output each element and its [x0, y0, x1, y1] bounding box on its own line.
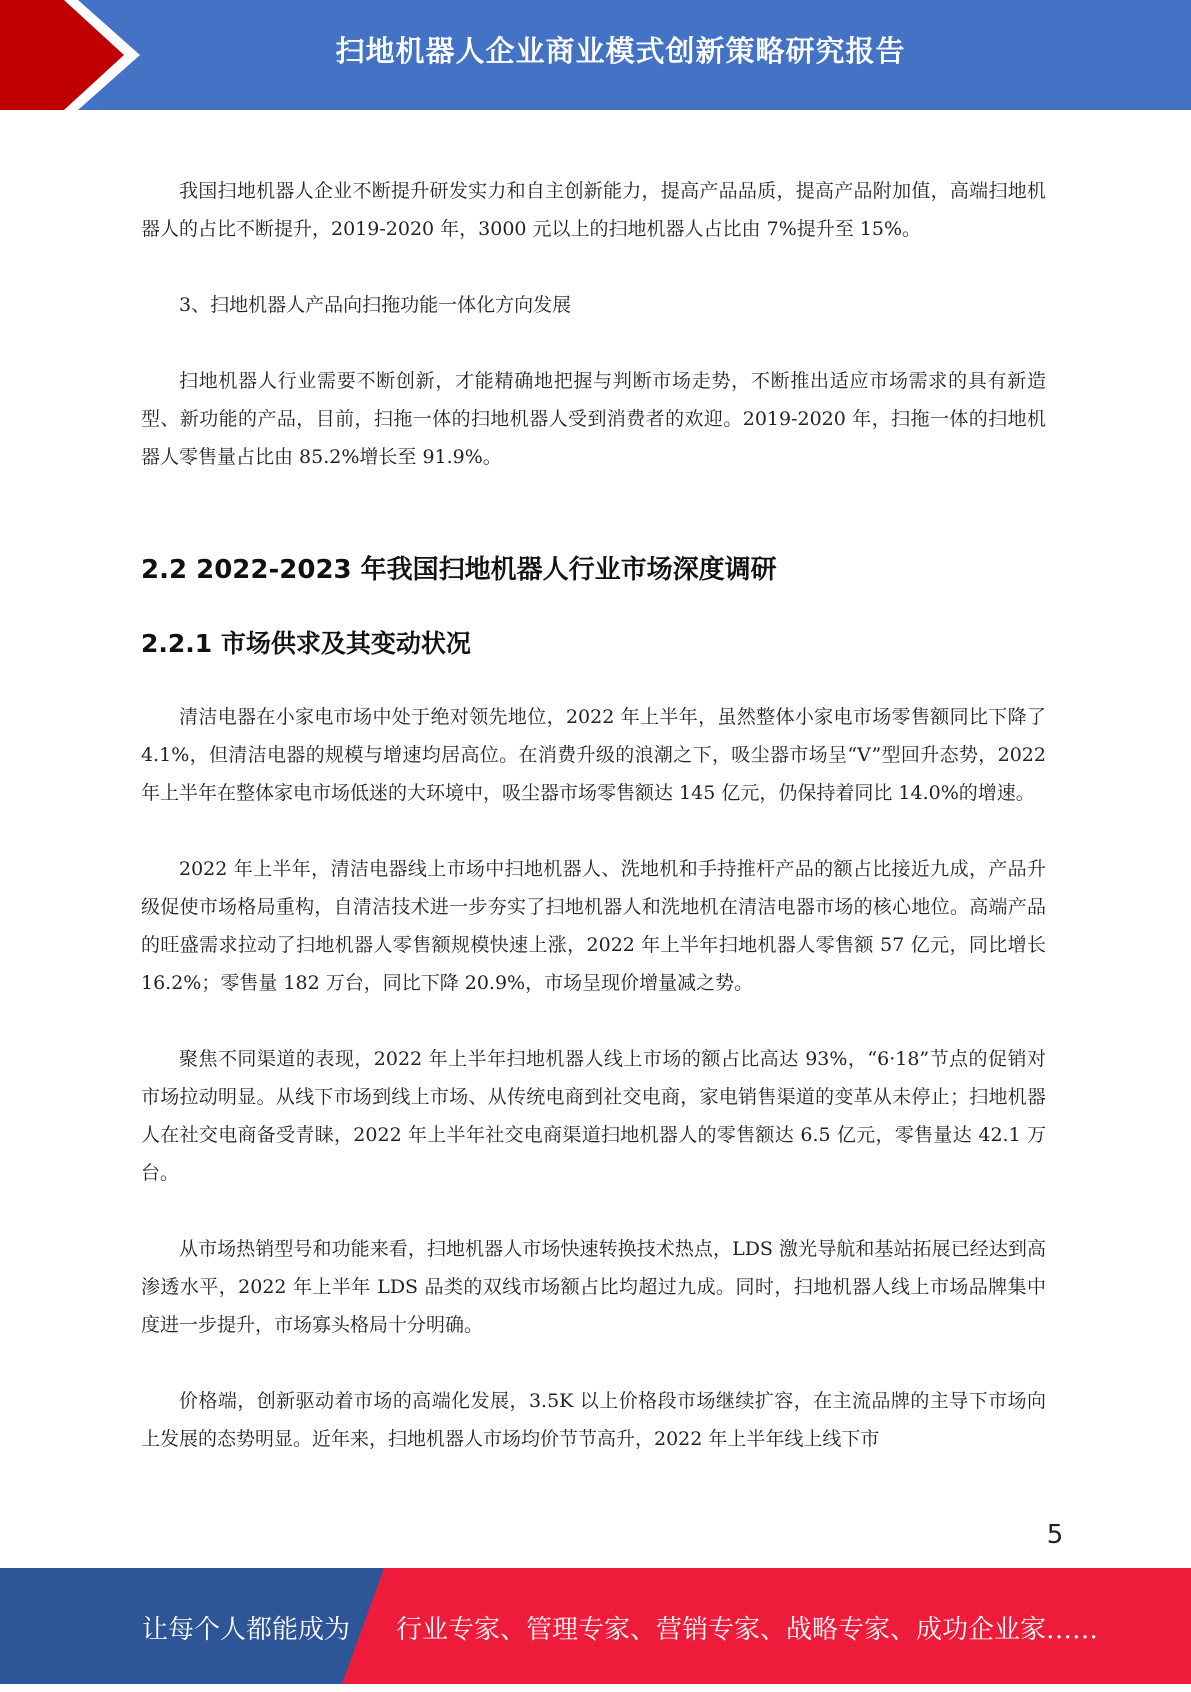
list-item-3: 3、扫地机器人产品向扫拖功能一体化方向发展 — [179, 294, 572, 316]
paragraph-3: 清洁电器在小家电市场中处于绝对领先地位，2022 年上半年，虽然整体小家电市场零售额同比下降了 4.1%，但清洁电器的规模与增速均居高位。在消费升级的浪潮之下，吸尘器市场呈“V”型回升态势，2022 年上半年在整体家电市场低迷的大环境中，吸尘器市场零售额达 145 亿元，仍保持着同比 14.0%的增速。 — [141, 706, 1046, 804]
page-footer — [0, 1568, 1191, 1684]
paragraph-4: 2022 年上半年，清洁电器线上市场中扫地机器人、洗地机和手持推杆产品的额占比接近九成，产品升级促使市场格局重构，自清洁技术进一步夯实了扫地机器人和洗地机在清洁电器市场的核心地位。高端产品的旺盛需求拉动了扫地机器人零售额规模快速上涨，2022 年上半年扫地机器人零售额 57 亿元，同比增长 16.2%；零售量 182 万台，同比下降 20.9%，市场呈现价增量减之势。 — [141, 858, 1046, 994]
footer-slogan-left: 让每个人都能成为 — [142, 1615, 351, 1645]
footer-slogan-right: 行业专家、管理专家、营销专家、战略专家、成功企业家…… — [396, 1615, 1099, 1645]
report-title: 扫地机器人企业商业模式创新策略研究报告 — [335, 34, 906, 68]
paragraph-2: 扫地机器人行业需要不断创新，才能精确地把握与判断市场走势，不断推出适应市场需求的具有新造型、新功能的产品，目前，扫拖一体的扫地机器人受到消费者的欢迎。2019-2020 年，扫拖一体的扫地机器人零售量占比由 85.2%增长至 91.9%。 — [141, 370, 1046, 468]
section-heading-2-2: 2.2 2022-2023 年我国扫地机器人行业市场深度调研 — [141, 555, 777, 585]
page-header — [0, 0, 1191, 110]
paragraph-1: 我国扫地机器人企业不断提升研发实力和自主创新能力，提高产品品质，提高产品附加值，高端扫地机器人的占比不断提升，2019-2020 年，3000 元以上的扫地机器人占比由 7%提升至 15%。 — [141, 180, 1046, 240]
paragraph-7: 价格端，创新驱动着市场的高端化发展，3.5K 以上价格段市场继续扩容，在主流品牌的主导下市场向上发展的态势明显。近年来，扫地机器人市场均价节节高升，2022 年上半年线上线下市 — [141, 1390, 1046, 1450]
paragraph-5: 聚焦不同渠道的表现，2022 年上半年扫地机器人线上市场的额占比高达 93%，“6·18”节点的促销对市场拉动明显。从线下市场到线上市场、从传统电商到社交电商，家电销售渠道的变革从未停止；扫地机器人在社交电商备受青睐，2022 年上半年社交电商渠道扫地机器人的零售额达 6.5 亿元，零售量达 42.1 万台。 — [141, 1048, 1046, 1184]
paragraph-6: 从市场热销型号和功能来看，扫地机器人市场快速转换技术热点，LDS 激光导航和基站拓展已经达到高渗透水平，2022 年上半年 LDS 品类的双线市场额占比均超过九成。同时，扫地机器人线上市场品牌集中度进一步提升，市场寡头格局十分明确。 — [141, 1238, 1046, 1336]
page-content — [141, 172, 1046, 1458]
page-number: 5 — [1046, 1520, 1064, 1550]
subsection-heading-2-2-1: 2.2.1 市场供求及其变动状况 — [141, 629, 471, 658]
